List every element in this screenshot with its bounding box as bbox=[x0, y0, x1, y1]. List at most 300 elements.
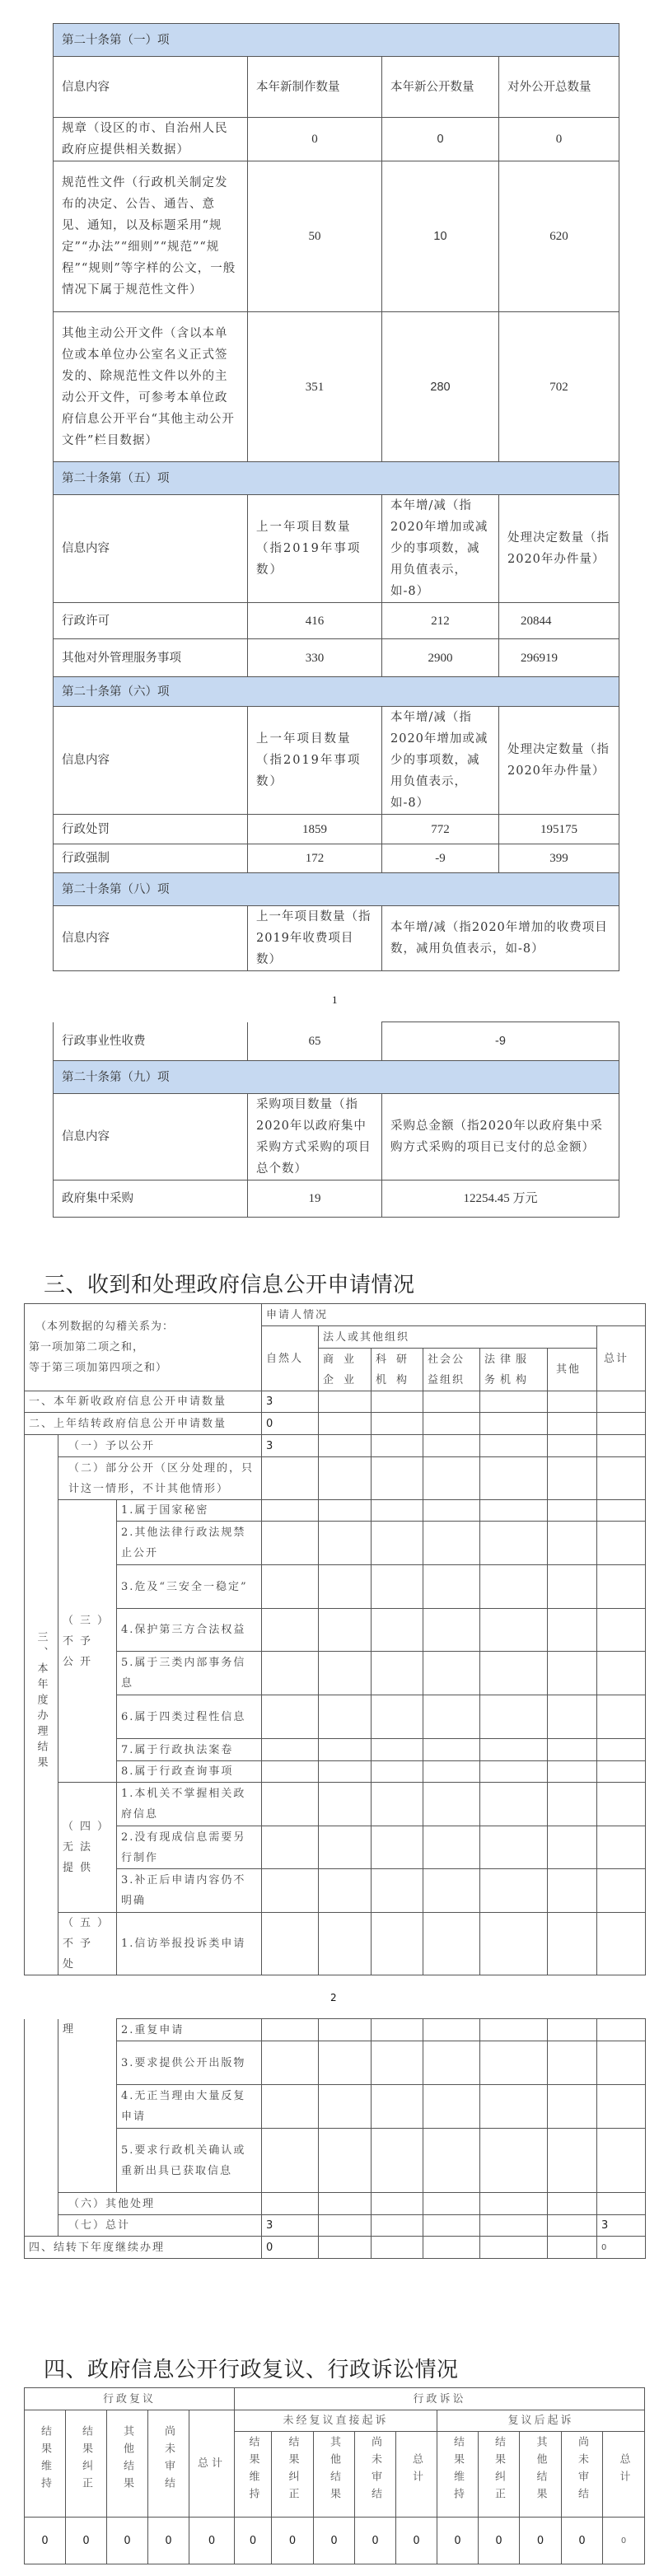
element: 尚未审结 bbox=[369, 2436, 382, 2505]
table-row bbox=[25, 2193, 646, 2215]
header-cell: 采购项目数量（指2020年以政府集中采购方式采购的项目总个数） bbox=[248, 1094, 382, 1180]
table-cell bbox=[423, 2019, 480, 2041]
section-row-20-8 bbox=[54, 873, 619, 906]
table-cell bbox=[597, 1761, 646, 1783]
legal-org-header: 法人或其他组织 bbox=[319, 1326, 597, 1349]
table-cell bbox=[480, 2215, 548, 2237]
table-row bbox=[25, 2019, 646, 2041]
table-cell bbox=[319, 1609, 372, 1652]
value-cell: 0 bbox=[562, 2518, 603, 2564]
header-cell: 信息内容 bbox=[54, 707, 248, 815]
litigation-header: 行政诉讼 bbox=[235, 2388, 645, 2410]
sub-col-header bbox=[562, 2432, 603, 2518]
table-body bbox=[25, 2388, 645, 2564]
total-header: 总计 bbox=[597, 1326, 646, 1391]
table-cell bbox=[319, 2041, 372, 2085]
value-cell: 1859 bbox=[248, 815, 382, 844]
table-cell bbox=[319, 2129, 372, 2193]
section-heading-applications: 三、收到和处理政府信息公开申请情况 bbox=[44, 1273, 415, 1297]
sub-col-header bbox=[479, 2432, 520, 2518]
row-group-label: （四）无法提供 bbox=[58, 1783, 117, 1913]
table-body bbox=[25, 1304, 646, 1975]
table-cell bbox=[319, 2215, 372, 2237]
table-row bbox=[54, 844, 619, 873]
table-row bbox=[54, 161, 619, 312]
row-label: 4.无正当理由大量反复申请 bbox=[117, 2085, 262, 2129]
header-row bbox=[54, 707, 619, 815]
value-cell: 20844 bbox=[499, 603, 619, 639]
table-cell bbox=[480, 1913, 548, 1975]
table-body bbox=[25, 2019, 646, 2259]
table-row bbox=[25, 1783, 646, 1826]
section-row-20-9 bbox=[54, 1061, 619, 1094]
table-cell bbox=[372, 1761, 423, 1783]
header-cell: 上一年项目数量（指2019年事项数） bbox=[248, 495, 382, 603]
table-cell bbox=[319, 1522, 372, 1565]
table-cell bbox=[262, 2193, 319, 2215]
table-cell bbox=[597, 1565, 646, 1609]
value-cell: 19 bbox=[248, 1180, 382, 1218]
row-group-label: （五）不予处 bbox=[58, 1913, 117, 1975]
table-cell bbox=[319, 1695, 372, 1739]
header-cell: 信息内容 bbox=[54, 495, 248, 603]
row-label: 行政事业性收费 bbox=[54, 1022, 248, 1061]
sub-col-header: 总计 bbox=[189, 2410, 235, 2518]
table-cell bbox=[372, 1783, 423, 1826]
table-cell bbox=[319, 1413, 372, 1435]
value-cell: 0 bbox=[189, 2518, 235, 2564]
table-cell bbox=[548, 1435, 597, 1457]
value-cell: 702 bbox=[499, 312, 619, 462]
table-cell bbox=[423, 2041, 480, 2085]
table-cell bbox=[480, 2085, 548, 2129]
table-row bbox=[25, 1826, 646, 1869]
table-cell bbox=[372, 1739, 423, 1761]
table-cell bbox=[372, 1457, 423, 1500]
table-cell bbox=[480, 1695, 548, 1739]
table-cell bbox=[480, 2193, 548, 2215]
table-cell bbox=[372, 2085, 423, 2129]
table-cell bbox=[319, 1565, 372, 1609]
sub-col-header bbox=[235, 2432, 272, 2518]
table-cell bbox=[319, 2237, 372, 2259]
section-title: 第二十条第（五）项 bbox=[54, 462, 619, 495]
natural-person-header: 自然人 bbox=[262, 1326, 319, 1391]
value-cell: 0 bbox=[314, 2518, 355, 2564]
element: 结果维持 bbox=[246, 2436, 259, 2505]
header-cell: 信息内容 bbox=[54, 1094, 248, 1180]
table-cell bbox=[597, 1609, 646, 1652]
org-col-header: 其他 bbox=[548, 1349, 597, 1391]
table-cell bbox=[262, 2129, 319, 2193]
table-cell bbox=[423, 1695, 480, 1739]
row-label: 2.没有现成信息需要另行制作 bbox=[117, 1826, 262, 1869]
sub-col-header bbox=[25, 2410, 66, 2518]
table-cell bbox=[319, 2019, 372, 2041]
value-cell: 0 bbox=[355, 2518, 396, 2564]
value-cell: 3 bbox=[262, 1435, 319, 1457]
table-row bbox=[25, 1695, 646, 1739]
row-label: 政府集中采购 bbox=[54, 1180, 248, 1218]
table-cell bbox=[372, 1695, 423, 1739]
row-label: 行政强制 bbox=[54, 844, 248, 873]
table-cell bbox=[480, 1391, 548, 1413]
review-header: 行政复议 bbox=[25, 2388, 235, 2410]
table-cell bbox=[423, 1391, 480, 1413]
table-cell bbox=[597, 2129, 646, 2193]
table-cell bbox=[548, 2085, 597, 2129]
total-cell: 3 bbox=[597, 2215, 646, 2237]
table-row bbox=[54, 815, 619, 844]
table-cell bbox=[262, 1826, 319, 1869]
table-row bbox=[25, 1435, 646, 1457]
value-cell: 0 bbox=[396, 2518, 437, 2564]
element: 结果维持 bbox=[39, 2425, 51, 2494]
row-label: 6.属于四类过程性信息 bbox=[117, 1695, 262, 1739]
after-review-header: 复议后起诉 bbox=[437, 2410, 645, 2432]
value-cell: 0 bbox=[437, 2518, 479, 2564]
table-cell bbox=[423, 2085, 480, 2129]
value-cell: -9 bbox=[382, 1022, 619, 1061]
table-cell bbox=[372, 1609, 423, 1652]
table-cell bbox=[319, 1435, 372, 1457]
table-cell bbox=[423, 1565, 480, 1609]
value-cell: 212 bbox=[382, 603, 499, 639]
org-col-header: 商业企业 bbox=[319, 1349, 372, 1391]
row-label: 1.属于国家秘密 bbox=[117, 1500, 262, 1522]
table-row bbox=[25, 1761, 646, 1783]
corner-note bbox=[25, 1304, 262, 1391]
header-row bbox=[54, 57, 619, 118]
corner-note-line: 第一项加第二项之和， bbox=[29, 1341, 145, 1353]
table-row bbox=[54, 639, 619, 677]
header-row bbox=[54, 1094, 619, 1180]
table-cell bbox=[548, 1783, 597, 1826]
table-cell bbox=[480, 1826, 548, 1869]
table-cell bbox=[372, 2215, 423, 2237]
value-cell: 399 bbox=[499, 844, 619, 873]
page-number: 2 bbox=[330, 1992, 337, 2003]
value-cell: 0 bbox=[603, 2518, 645, 2564]
table-cell bbox=[319, 1457, 372, 1500]
row-label: 5.属于三类内部事务信息 bbox=[117, 1652, 262, 1695]
table-cell bbox=[480, 1652, 548, 1695]
value-cell: 0 bbox=[382, 118, 499, 161]
table-cell bbox=[423, 1739, 480, 1761]
table-row bbox=[25, 2129, 646, 2193]
table-cell bbox=[597, 1826, 646, 1869]
org-col-header: 社会公益组织 bbox=[423, 1349, 480, 1391]
applications-table bbox=[24, 1303, 646, 1975]
section-row-20-5 bbox=[54, 462, 619, 495]
table-cell bbox=[262, 2041, 319, 2085]
table-cell bbox=[372, 1652, 423, 1695]
table-cell bbox=[480, 1413, 548, 1435]
table-cell bbox=[372, 1500, 423, 1522]
element: 尚未审结 bbox=[162, 2425, 175, 2494]
org-col-header: 科研机构 bbox=[372, 1349, 423, 1391]
review-litigation-table bbox=[24, 2387, 645, 2564]
total-cell: 0 bbox=[597, 2237, 646, 2259]
table-cell bbox=[548, 1761, 597, 1783]
row-label: 其他对外管理服务事项 bbox=[54, 639, 248, 677]
table-cell bbox=[262, 1652, 319, 1695]
sub-col-header bbox=[396, 2432, 437, 2518]
value-cell: 0 bbox=[25, 2518, 66, 2564]
table-cell bbox=[548, 1869, 597, 1913]
table-cell bbox=[480, 1435, 548, 1457]
table-cell bbox=[597, 2019, 646, 2041]
value-cell: 0 bbox=[272, 2518, 314, 2564]
table-cell bbox=[480, 1783, 548, 1826]
row-label: 规章（设区的市、自治州人民政府应提供相关数据） bbox=[54, 118, 248, 161]
row-label: 四、结转下年度继续办理 bbox=[25, 2237, 262, 2259]
table-row bbox=[54, 312, 619, 462]
row-label: 7.属于行政执法案卷 bbox=[117, 1739, 262, 1761]
table-cell bbox=[548, 2041, 597, 2085]
table-cell bbox=[423, 1913, 480, 1975]
row-label: 5.要求行政机关确认或重新出具已获取信息 bbox=[117, 2129, 262, 2193]
table-cell bbox=[597, 1695, 646, 1739]
table-cell bbox=[597, 1913, 646, 1975]
page-number: 1 bbox=[332, 993, 338, 1006]
table-cell bbox=[423, 1413, 480, 1435]
table-cell bbox=[548, 2129, 597, 2193]
table-cell bbox=[423, 1609, 480, 1652]
row-label: 2.其他法律行政法规禁止公开 bbox=[117, 1522, 262, 1565]
header-cell: 本年新公开数量 bbox=[382, 57, 499, 118]
table-cell bbox=[548, 1609, 597, 1652]
value-cell: 3 bbox=[262, 2215, 319, 2237]
section-row-20-1 bbox=[54, 24, 619, 57]
element: 结果纠正 bbox=[493, 2436, 506, 2505]
table-row bbox=[54, 1022, 619, 1061]
sub-col-header bbox=[272, 2432, 314, 2518]
header-row bbox=[54, 906, 619, 971]
table-cell bbox=[548, 1457, 597, 1500]
table-cell bbox=[319, 1826, 372, 1869]
element: 其他结果 bbox=[328, 2436, 341, 2505]
table-cell bbox=[319, 1500, 372, 1522]
header-cell: 本年增/减（指2020年增加的收费项目数，减用负值表示，如-8） bbox=[382, 906, 619, 971]
value-cell: 65 bbox=[248, 1022, 382, 1061]
table-cell bbox=[548, 1826, 597, 1869]
table-cell bbox=[548, 1500, 597, 1522]
table-row bbox=[25, 1609, 646, 1652]
sub-col-header bbox=[107, 2410, 148, 2518]
table-cell bbox=[423, 1869, 480, 1913]
table-cell bbox=[262, 1913, 319, 1975]
table-cell bbox=[480, 1761, 548, 1783]
table-cell bbox=[548, 2215, 597, 2237]
table-cell bbox=[480, 2041, 548, 2085]
corner-note-line: 等于第三项加第四项之和） bbox=[29, 1362, 168, 1374]
row-label: 一、本年新收政府信息公开申请数量 bbox=[25, 1391, 262, 1413]
table-cell bbox=[423, 2129, 480, 2193]
header-cell: 上一年项目数量（指2019年收费项目数） bbox=[248, 906, 382, 971]
table-cell bbox=[423, 2193, 480, 2215]
table-row bbox=[25, 2410, 645, 2432]
table-row bbox=[25, 2237, 646, 2259]
row-label: 8.属于行政查询事项 bbox=[117, 1761, 262, 1783]
table-cell bbox=[262, 2085, 319, 2129]
value-cell: 280 bbox=[382, 312, 499, 462]
table-row bbox=[25, 1913, 646, 1975]
table-row bbox=[54, 603, 619, 639]
table-row bbox=[25, 1869, 646, 1913]
table-cell bbox=[372, 1522, 423, 1565]
table-row bbox=[25, 1522, 646, 1565]
table-cell bbox=[597, 1869, 646, 1913]
table-cell bbox=[262, 1783, 319, 1826]
table-cell bbox=[480, 2237, 548, 2259]
value-cell: 0 bbox=[66, 2518, 107, 2564]
table-row bbox=[25, 2215, 646, 2237]
table-cell bbox=[262, 1739, 319, 1761]
table-cell bbox=[423, 1826, 480, 1869]
table-cell bbox=[423, 1783, 480, 1826]
table-cell bbox=[548, 1652, 597, 1695]
table-cell bbox=[372, 1435, 423, 1457]
table-cell bbox=[372, 1391, 423, 1413]
value-cell: 772 bbox=[382, 815, 499, 844]
table-row bbox=[25, 1413, 646, 1435]
row-label: 1.信访举报投诉类申请 bbox=[117, 1913, 262, 1975]
value-cell: 296919 bbox=[499, 639, 619, 677]
value-cell: 2900 bbox=[382, 639, 499, 677]
table-cell bbox=[262, 1761, 319, 1783]
table-cell bbox=[423, 2215, 480, 2237]
table-cell bbox=[480, 1522, 548, 1565]
table-cell bbox=[548, 1391, 597, 1413]
sub-col-header bbox=[603, 2432, 645, 2518]
element: 其他结果 bbox=[121, 2425, 133, 2494]
table-cell bbox=[548, 2193, 597, 2215]
table-cell bbox=[597, 1652, 646, 1695]
table-row bbox=[25, 1500, 646, 1522]
value-cell: 0 bbox=[262, 1413, 319, 1435]
table-cell bbox=[597, 1739, 646, 1761]
element: 尚未审结 bbox=[576, 2436, 589, 2505]
element: 其他结果 bbox=[534, 2436, 547, 2505]
table-cell bbox=[372, 1565, 423, 1609]
table-row bbox=[25, 1565, 646, 1609]
row-label: 2.重复申请 bbox=[117, 2019, 262, 2041]
value-cell: 0 bbox=[499, 118, 619, 161]
table-body bbox=[54, 24, 619, 971]
table-cell bbox=[319, 1783, 372, 1826]
section-title: 第二十条第（一）项 bbox=[54, 24, 619, 57]
row-label: 规范性文件（行政机关制定发布的决定、公告、通告、意见、通知，以及标题采用“规定”“办法”“细则”“规范”“规程”“规则”等字样的公文，一般情况下属于规范性文件） bbox=[54, 161, 248, 312]
element: 总计 bbox=[410, 2453, 423, 2488]
value-cell: 3 bbox=[262, 1391, 319, 1413]
table-cell bbox=[319, 2085, 372, 2129]
value-cell: 0 bbox=[235, 2518, 272, 2564]
row-label: 行政处罚 bbox=[54, 815, 248, 844]
table-row bbox=[25, 2085, 646, 2129]
result-group-label bbox=[25, 1435, 58, 1975]
table-row bbox=[25, 1457, 646, 1500]
table-cell bbox=[423, 1761, 480, 1783]
direct-suit-header: 未经复议直接起诉 bbox=[235, 2410, 437, 2432]
table-cell bbox=[319, 1761, 372, 1783]
table-cell bbox=[480, 1869, 548, 1913]
table-cell bbox=[480, 1609, 548, 1652]
table-cell bbox=[480, 1457, 548, 1500]
table-cell bbox=[480, 2129, 548, 2193]
table-cell bbox=[372, 2129, 423, 2193]
section-title: 第二十条第（九）项 bbox=[54, 1061, 619, 1094]
value-cell: 50 bbox=[248, 161, 382, 312]
table-cell bbox=[597, 1413, 646, 1435]
section-title: 第二十条第（八）项 bbox=[54, 873, 619, 906]
table-cell bbox=[262, 1500, 319, 1522]
section-title: 第二十条第（六）项 bbox=[54, 677, 619, 707]
table-cell bbox=[597, 1522, 646, 1565]
header-cell: 上一年项目数量（指2019年事项数） bbox=[248, 707, 382, 815]
value-cell: 0 bbox=[479, 2518, 520, 2564]
table-cell bbox=[423, 1435, 480, 1457]
table-cell bbox=[597, 2041, 646, 2085]
table-cell bbox=[319, 1913, 372, 1975]
table-cell bbox=[372, 2237, 423, 2259]
row-label: 3.危及“三安全一稳定” bbox=[117, 1565, 262, 1609]
applicant-header: 申请人情况 bbox=[262, 1304, 646, 1326]
element: 总计 bbox=[617, 2453, 630, 2488]
element: 结果维持 bbox=[451, 2436, 465, 2505]
table-cell bbox=[480, 1500, 548, 1522]
table-cell bbox=[372, 1913, 423, 1975]
table-cell bbox=[597, 1457, 646, 1500]
row-label: 其他主动公开文件（含以本单位或本单位办公室名义正式签发的、除规范性文件以外的主动公开文件，可参考本单位政府信息公开平台“其他主动公开文件”栏目数据） bbox=[54, 312, 248, 462]
corner-note-line: （本列数据的勾稽关系为： bbox=[35, 1321, 175, 1333]
element: 结果纠正 bbox=[80, 2425, 92, 2494]
value-cell: 12254.45 万元 bbox=[382, 1180, 619, 1218]
table-cell bbox=[319, 1652, 372, 1695]
table-cell bbox=[480, 2019, 548, 2041]
table-cell bbox=[372, 1413, 423, 1435]
table-row bbox=[25, 2041, 646, 2085]
sub-col-header bbox=[314, 2432, 355, 2518]
header-cell: 本年增/减（指2020年增加或减少的事项数，减用负值表示，如-8） bbox=[382, 495, 499, 603]
header-cell: 处理决定数量（指2020年办件量） bbox=[499, 495, 619, 603]
sub-col-header bbox=[148, 2410, 189, 2518]
table-cell bbox=[548, 1695, 597, 1739]
table-cell bbox=[548, 1565, 597, 1609]
table-cell bbox=[423, 1457, 480, 1500]
value-cell: 330 bbox=[248, 639, 382, 677]
table-cell bbox=[597, 1435, 646, 1457]
table-cell bbox=[548, 1739, 597, 1761]
value-cell: 620 bbox=[499, 161, 619, 312]
row-label: （七）总计 bbox=[58, 2215, 262, 2237]
table-cell bbox=[597, 2193, 646, 2215]
sub-col-header bbox=[437, 2432, 479, 2518]
table-cell bbox=[548, 2019, 597, 2041]
table-cell bbox=[262, 1695, 319, 1739]
table-cell bbox=[262, 1522, 319, 1565]
values-row bbox=[25, 2518, 645, 2564]
header-cell: 信息内容 bbox=[54, 57, 248, 118]
table-row bbox=[54, 1180, 619, 1218]
value-cell: 0 bbox=[107, 2518, 148, 2564]
header-cell: 本年增/减（指2020年增加或减少的事项数，减用负值表示，如-8） bbox=[382, 707, 499, 815]
row-label: 3.补正后申请内容仍不明确 bbox=[117, 1869, 262, 1913]
sub-col-header bbox=[66, 2410, 107, 2518]
table-cell bbox=[262, 1609, 319, 1652]
sub-col-header bbox=[355, 2432, 396, 2518]
table-cell bbox=[319, 2193, 372, 2215]
